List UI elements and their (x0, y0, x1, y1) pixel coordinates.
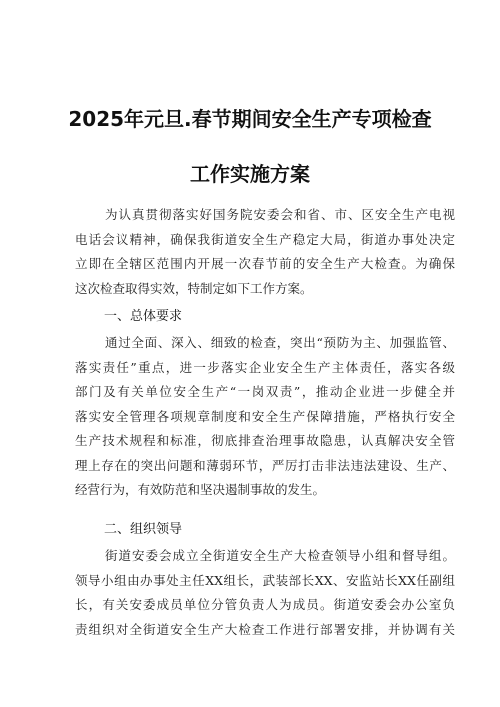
paragraph-line: 经营行为，有效防范和坚决遏制事故的发生。 (75, 482, 326, 497)
paragraph-line: 理上存在的突出问题和薄弱环节，严厉打击非法违法建设、生产、 (75, 457, 455, 473)
section-heading-organization-leadership: 二、组织领导 (104, 522, 183, 537)
paragraph-line: 落实安全管理各项规章制度和安全生产保障措施，严格执行安全 (75, 408, 455, 424)
paragraph-line: 责组织对全街道安全生产大检查工作进行部署安排，并协调有关 (75, 621, 455, 637)
paragraph-line: 生产技术规程和标准，彻底排查治理事故隐患，认真解决安全管 (75, 433, 455, 448)
intro-line: 电话会议精神，确保我街道安全生产稳定大局，街道办事处决定 (75, 231, 455, 247)
paragraph-line: 长，有关安委成员单位分管负责人为成员。街道安委会办公室负 (75, 597, 455, 612)
paragraph-line: 部门及有关单位安全生产“一岗双责”，推动企业进一步健全并 (75, 384, 455, 399)
document-title-line-1: 2025年元旦.春节期间安全生产专项检查 (68, 107, 432, 131)
general-requirements-paragraph (75, 331, 455, 503)
paragraph-line: 通过全面、深入、细致的检查，突出“预防为主、加强监管、 (105, 335, 455, 350)
section-heading-general-requirements: 一、总体要求 (104, 309, 183, 324)
document-title-line-2: 工作实施方案 (190, 162, 310, 186)
organization-leadership-paragraph (75, 544, 455, 642)
intro-line: 为认真贯彻落实好国务院安委会和省、市、区安全生产电视 (105, 207, 455, 222)
paragraph-line: 街道安委会成立全街道安全生产大检查领导小组和督导组。 (105, 548, 455, 563)
intro-line: 立即在全辖区范围内开展一次春节前的安全生产大检查。为确保 (75, 256, 455, 271)
paragraph-line: 领导小组由办事处主任XX组长，武装部长XX、安监站长XX任副组 (75, 572, 455, 588)
intro-paragraph (75, 203, 455, 301)
paragraph-line: 落实责任”重点，进一步落实企业安全生产主体责任，落实各级 (75, 359, 455, 375)
intro-line: 这次检查取得实效，特制定如下工作方案。 (75, 280, 313, 296)
